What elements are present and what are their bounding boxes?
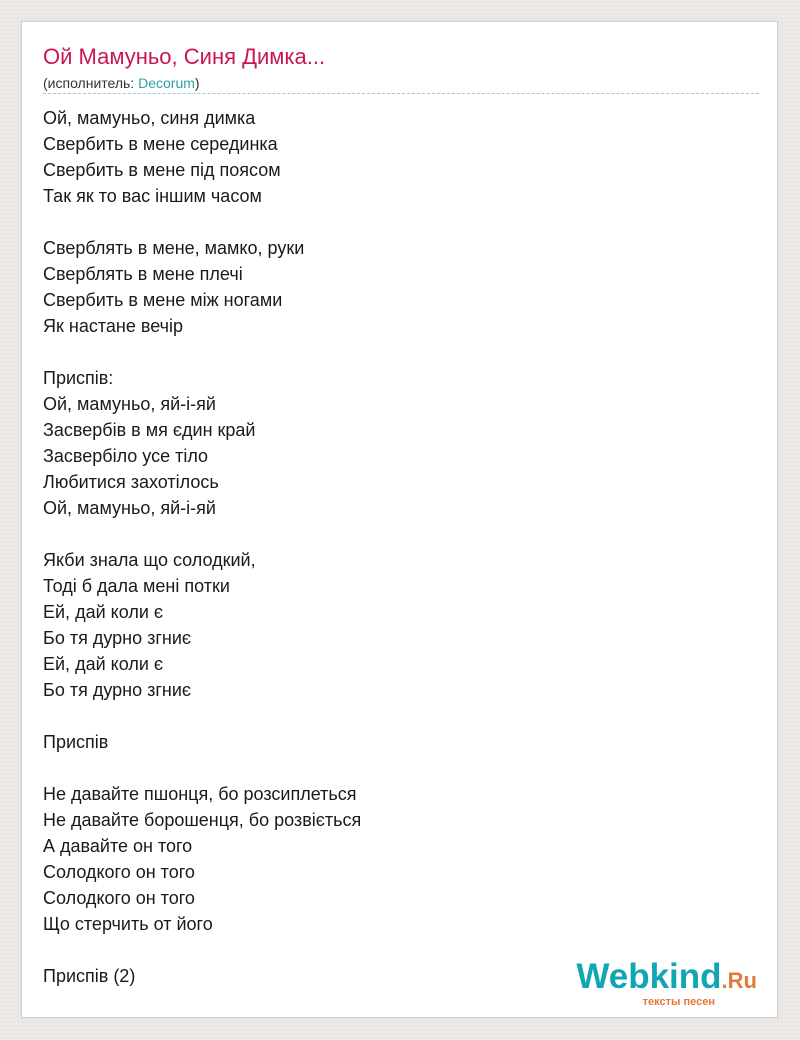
lyrics-line: Що стерчить от його [43, 914, 213, 934]
lyrics-line: Ой, мамуньо, яй-і-яй [43, 394, 216, 414]
lyrics-blank-line [43, 521, 743, 547]
lyrics-line: Бо тя дурно згниє [43, 680, 192, 700]
artist-link[interactable]: Decorum [138, 75, 195, 91]
performer-prefix: (исполнитель: [43, 75, 139, 91]
lyrics-line: Не давайте пшонця, бо розсиплеться [43, 784, 357, 804]
lyrics-card [21, 21, 778, 1018]
lyrics-line: Ой, мамуньо, яй-і-яй [43, 498, 216, 518]
performer-line [43, 74, 200, 92]
webkind-logo [576, 957, 757, 1008]
lyrics-line: Свербить в мене між ногами [43, 290, 283, 310]
lyrics-line: Приспів: [43, 368, 114, 388]
lyrics-text [43, 105, 743, 989]
lyrics-line: Тоді б дала мені потки [43, 576, 230, 596]
lyrics-line: Бо тя дурно згниє [43, 628, 192, 648]
lyrics-blank-line [43, 703, 743, 729]
lyrics-line: Любитися захотілось [43, 472, 219, 492]
lyrics-line: Так як то вас іншим часом [43, 186, 262, 206]
lyrics-line: Солодкого он того [43, 862, 195, 882]
lyrics-line: Приспів (2) [43, 966, 136, 986]
lyrics-line: А давайте он того [43, 836, 193, 856]
lyrics-line: Не давайте борошенця, бо розвіється [43, 810, 362, 830]
logo-brand: Webkind [576, 957, 722, 996]
performer-suffix: ) [194, 75, 200, 91]
lyrics-line: Свербить в мене під поясом [43, 160, 281, 180]
logo-tagline: тексты песен [642, 996, 715, 1008]
logo-tld: .Ru [721, 968, 757, 993]
lyrics-line: Сверблять в мене, мамко, руки [43, 238, 305, 258]
lyrics-blank-line [43, 339, 743, 365]
lyrics-line: Ой, мамуньо, синя димка [43, 108, 256, 128]
lyrics-line: Як настане вечір [43, 316, 183, 336]
lyrics-line: Солодкого он того [43, 888, 195, 908]
lyrics-line: Приспів [43, 732, 109, 752]
lyrics-line: Засвербів в мя єдин край [43, 420, 256, 440]
logo-wordmark [576, 957, 757, 998]
lyrics-line: Сверблять в мене плечі [43, 264, 243, 284]
lyrics-blank-line [43, 209, 743, 235]
lyrics-line: Засвербіло усе тіло [43, 446, 209, 466]
song-title: Ой Мамуньо, Синя Димка... [43, 44, 326, 69]
lyrics-line: Свербить в мене серединка [43, 134, 278, 154]
title-divider [43, 93, 759, 94]
lyrics-line: Ей, дай коли є [43, 654, 164, 674]
lyrics-line: Якби знала що солодкий, [43, 550, 256, 570]
lyrics-line: Ей, дай коли є [43, 602, 164, 622]
lyrics-blank-line [43, 755, 743, 781]
